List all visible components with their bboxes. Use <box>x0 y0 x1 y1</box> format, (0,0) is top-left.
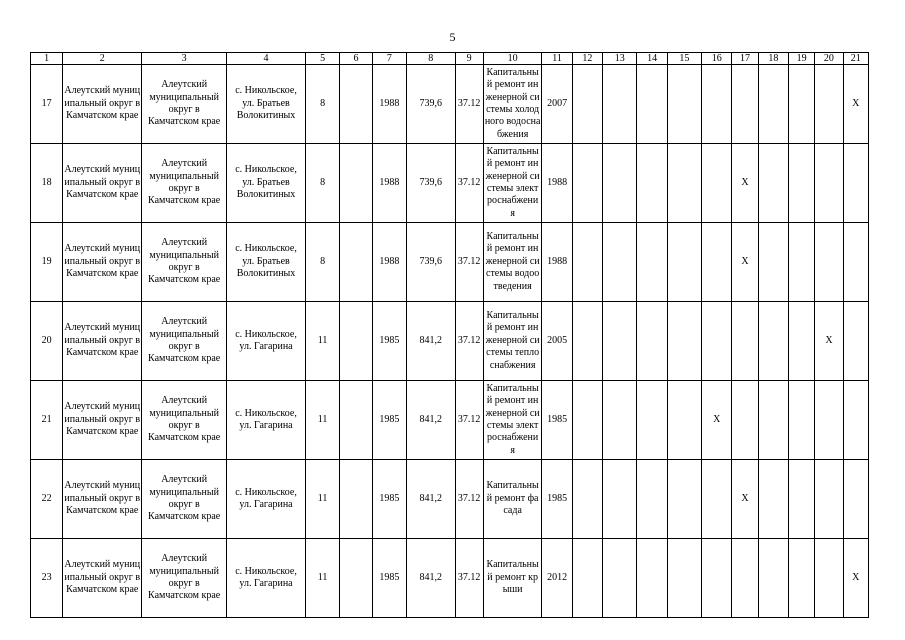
col14-cell <box>637 460 667 539</box>
area-cell: 841,2 <box>407 460 456 539</box>
col18-cell <box>758 539 788 618</box>
col21-cell <box>843 381 868 460</box>
table-row <box>31 539 869 618</box>
col16-cell <box>702 460 732 539</box>
col17-cell <box>732 539 758 618</box>
col11-cell: 1985 <box>542 381 572 460</box>
col21-cell <box>843 460 868 539</box>
column-number: 21 <box>843 53 868 65</box>
col5-cell: 8 <box>305 223 339 302</box>
col21-cell: X <box>843 65 868 144</box>
col5-cell: 11 <box>305 302 339 381</box>
col9-cell: 37.12 <box>455 539 483 618</box>
col15-cell <box>667 539 701 618</box>
col16-cell <box>702 539 732 618</box>
region-cell: Алеутский муниципальный округ в Камчатском крае <box>63 460 142 539</box>
col11-cell: 1988 <box>542 144 572 223</box>
col14-cell <box>637 381 667 460</box>
table-row <box>31 460 869 539</box>
col6-cell <box>340 302 372 381</box>
municipality-cell: Алеутский муниципальный округ в Камчатском крае <box>142 144 227 223</box>
col9-cell: 37.12 <box>455 381 483 460</box>
col16-cell <box>702 302 732 381</box>
col15-cell <box>667 144 701 223</box>
area-cell: 739,6 <box>407 144 456 223</box>
region-cell: Алеутский муниципальный округ в Камчатском крае <box>63 223 142 302</box>
col9-cell: 37.12 <box>455 460 483 539</box>
work-type-cell: Капитальный ремонт инженерной системы электроснабжения <box>483 381 542 460</box>
municipality-cell: Алеутский муниципальный округ в Камчатском крае <box>142 65 227 144</box>
area-cell: 739,6 <box>407 223 456 302</box>
table-row <box>31 65 869 144</box>
year-cell: 1988 <box>372 65 406 144</box>
column-number: 1 <box>31 53 63 65</box>
work-type-cell: Капитальный ремонт крыши <box>483 539 542 618</box>
municipality-cell: Алеутский муниципальный округ в Камчатском крае <box>142 381 227 460</box>
col5-cell: 11 <box>305 381 339 460</box>
row-number-cell: 23 <box>31 539 63 618</box>
col13-cell <box>603 539 637 618</box>
col20-cell: X <box>815 302 843 381</box>
col13-cell <box>603 302 637 381</box>
column-numbers-row <box>31 53 869 65</box>
table-row <box>31 144 869 223</box>
address-cell: с. Никольское, ул. Гагарина <box>227 460 306 539</box>
col13-cell <box>603 144 637 223</box>
column-number: 8 <box>407 53 456 65</box>
row-number-cell: 20 <box>31 302 63 381</box>
col14-cell <box>637 223 667 302</box>
row-number-cell: 18 <box>31 144 63 223</box>
col20-cell <box>815 539 843 618</box>
column-number: 4 <box>227 53 306 65</box>
row-number-cell: 19 <box>31 223 63 302</box>
column-number: 17 <box>732 53 758 65</box>
address-cell: с. Никольское, ул. Братьев Волокитиных <box>227 223 306 302</box>
col14-cell <box>637 65 667 144</box>
col21-cell: X <box>843 539 868 618</box>
row-number-cell: 21 <box>31 381 63 460</box>
work-type-cell: Капитальный ремонт инженерной системы теплоснабжения <box>483 302 542 381</box>
col12-cell <box>572 302 602 381</box>
col13-cell <box>603 65 637 144</box>
col12-cell <box>572 460 602 539</box>
col13-cell <box>603 460 637 539</box>
area-cell: 739,6 <box>407 65 456 144</box>
area-cell: 841,2 <box>407 302 456 381</box>
col16-cell <box>702 144 732 223</box>
col17-cell <box>732 381 758 460</box>
col12-cell <box>572 223 602 302</box>
col18-cell <box>758 381 788 460</box>
col16-cell <box>702 65 732 144</box>
address-cell: с. Никольское, ул. Гагарина <box>227 381 306 460</box>
column-number: 19 <box>789 53 815 65</box>
address-cell: с. Никольское, ул. Братьев Волокитиных <box>227 144 306 223</box>
col6-cell <box>340 539 372 618</box>
address-cell: с. Никольское, ул. Братьев Волокитиных <box>227 65 306 144</box>
column-number: 6 <box>340 53 372 65</box>
column-number: 15 <box>667 53 701 65</box>
area-cell: 841,2 <box>407 381 456 460</box>
col16-cell <box>702 223 732 302</box>
col18-cell <box>758 223 788 302</box>
col12-cell <box>572 539 602 618</box>
col17-cell: X <box>732 460 758 539</box>
column-number: 2 <box>63 53 142 65</box>
col20-cell <box>815 223 843 302</box>
table-row <box>31 223 869 302</box>
work-type-cell: Капитальный ремонт инженерной системы водоотведения <box>483 223 542 302</box>
col6-cell <box>340 460 372 539</box>
col5-cell: 11 <box>305 460 339 539</box>
work-type-cell: Капитальный ремонт фасада <box>483 460 542 539</box>
col13-cell <box>603 381 637 460</box>
region-cell: Алеутский муниципальный округ в Камчатском крае <box>63 65 142 144</box>
row-number-cell: 17 <box>31 65 63 144</box>
col19-cell <box>789 144 815 223</box>
column-number: 14 <box>637 53 667 65</box>
table-row <box>31 302 869 381</box>
col11-cell: 1988 <box>542 223 572 302</box>
col6-cell <box>340 65 372 144</box>
column-number: 9 <box>455 53 483 65</box>
col19-cell <box>789 381 815 460</box>
year-cell: 1985 <box>372 539 406 618</box>
area-cell: 841,2 <box>407 539 456 618</box>
col19-cell <box>789 65 815 144</box>
col14-cell <box>637 144 667 223</box>
col6-cell <box>340 381 372 460</box>
col17-cell <box>732 65 758 144</box>
municipality-cell: Алеутский муниципальный округ в Камчатском крае <box>142 302 227 381</box>
column-number: 16 <box>702 53 732 65</box>
municipality-cell: Алеутский муниципальный округ в Камчатском крае <box>142 223 227 302</box>
col9-cell: 37.12 <box>455 302 483 381</box>
year-cell: 1985 <box>372 460 406 539</box>
col21-cell <box>843 302 868 381</box>
column-number: 12 <box>572 53 602 65</box>
col14-cell <box>637 539 667 618</box>
col20-cell <box>815 65 843 144</box>
col15-cell <box>667 381 701 460</box>
col17-cell <box>732 302 758 381</box>
column-number: 11 <box>542 53 572 65</box>
col11-cell: 2005 <box>542 302 572 381</box>
col9-cell: 37.12 <box>455 223 483 302</box>
row-number-cell: 22 <box>31 460 63 539</box>
region-cell: Алеутский муниципальный округ в Камчатском крае <box>63 144 142 223</box>
col20-cell <box>815 460 843 539</box>
col14-cell <box>637 302 667 381</box>
col9-cell: 37.12 <box>455 144 483 223</box>
col12-cell <box>572 381 602 460</box>
col18-cell <box>758 65 788 144</box>
address-cell: с. Никольское, ул. Гагарина <box>227 302 306 381</box>
region-cell: Алеутский муниципальный округ в Камчатском крае <box>63 381 142 460</box>
column-number: 7 <box>372 53 406 65</box>
column-number: 20 <box>815 53 843 65</box>
column-number: 10 <box>483 53 542 65</box>
column-number: 18 <box>758 53 788 65</box>
address-cell: с. Никольское, ул. Гагарина <box>227 539 306 618</box>
work-type-cell: Капитальный ремонт инженерной системы холодного водоснабжения <box>483 65 542 144</box>
col16-cell: X <box>702 381 732 460</box>
col20-cell <box>815 144 843 223</box>
col19-cell <box>789 460 815 539</box>
year-cell: 1988 <box>372 144 406 223</box>
region-cell: Алеутский муниципальный округ в Камчатском крае <box>63 539 142 618</box>
col17-cell: X <box>732 223 758 302</box>
col5-cell: 8 <box>305 65 339 144</box>
municipality-cell: Алеутский муниципальный округ в Камчатском крае <box>142 460 227 539</box>
work-type-cell: Капитальный ремонт инженерной системы электроснабжения <box>483 144 542 223</box>
col17-cell: X <box>732 144 758 223</box>
col19-cell <box>789 539 815 618</box>
col19-cell <box>789 223 815 302</box>
column-number: 3 <box>142 53 227 65</box>
page-number: 5 <box>449 30 456 44</box>
repair-plan-table <box>30 52 869 618</box>
year-cell: 1985 <box>372 302 406 381</box>
col15-cell <box>667 302 701 381</box>
col6-cell <box>340 223 372 302</box>
col19-cell <box>789 302 815 381</box>
col18-cell <box>758 302 788 381</box>
municipality-cell: Алеутский муниципальный округ в Камчатском крае <box>142 539 227 618</box>
table-body <box>31 53 869 618</box>
year-cell: 1985 <box>372 381 406 460</box>
col11-cell: 2007 <box>542 65 572 144</box>
column-number: 5 <box>305 53 339 65</box>
col20-cell <box>815 381 843 460</box>
col5-cell: 11 <box>305 539 339 618</box>
col12-cell <box>572 65 602 144</box>
col13-cell <box>603 223 637 302</box>
col12-cell <box>572 144 602 223</box>
col18-cell <box>758 144 788 223</box>
col18-cell <box>758 460 788 539</box>
year-cell: 1988 <box>372 223 406 302</box>
col15-cell <box>667 65 701 144</box>
region-cell: Алеутский муниципальный округ в Камчатском крае <box>63 302 142 381</box>
col11-cell: 1985 <box>542 460 572 539</box>
col21-cell <box>843 223 868 302</box>
col6-cell <box>340 144 372 223</box>
table-row <box>31 381 869 460</box>
col15-cell <box>667 460 701 539</box>
col21-cell <box>843 144 868 223</box>
col9-cell: 37.12 <box>455 65 483 144</box>
col11-cell: 2012 <box>542 539 572 618</box>
column-number: 13 <box>603 53 637 65</box>
col15-cell <box>667 223 701 302</box>
col5-cell: 8 <box>305 144 339 223</box>
